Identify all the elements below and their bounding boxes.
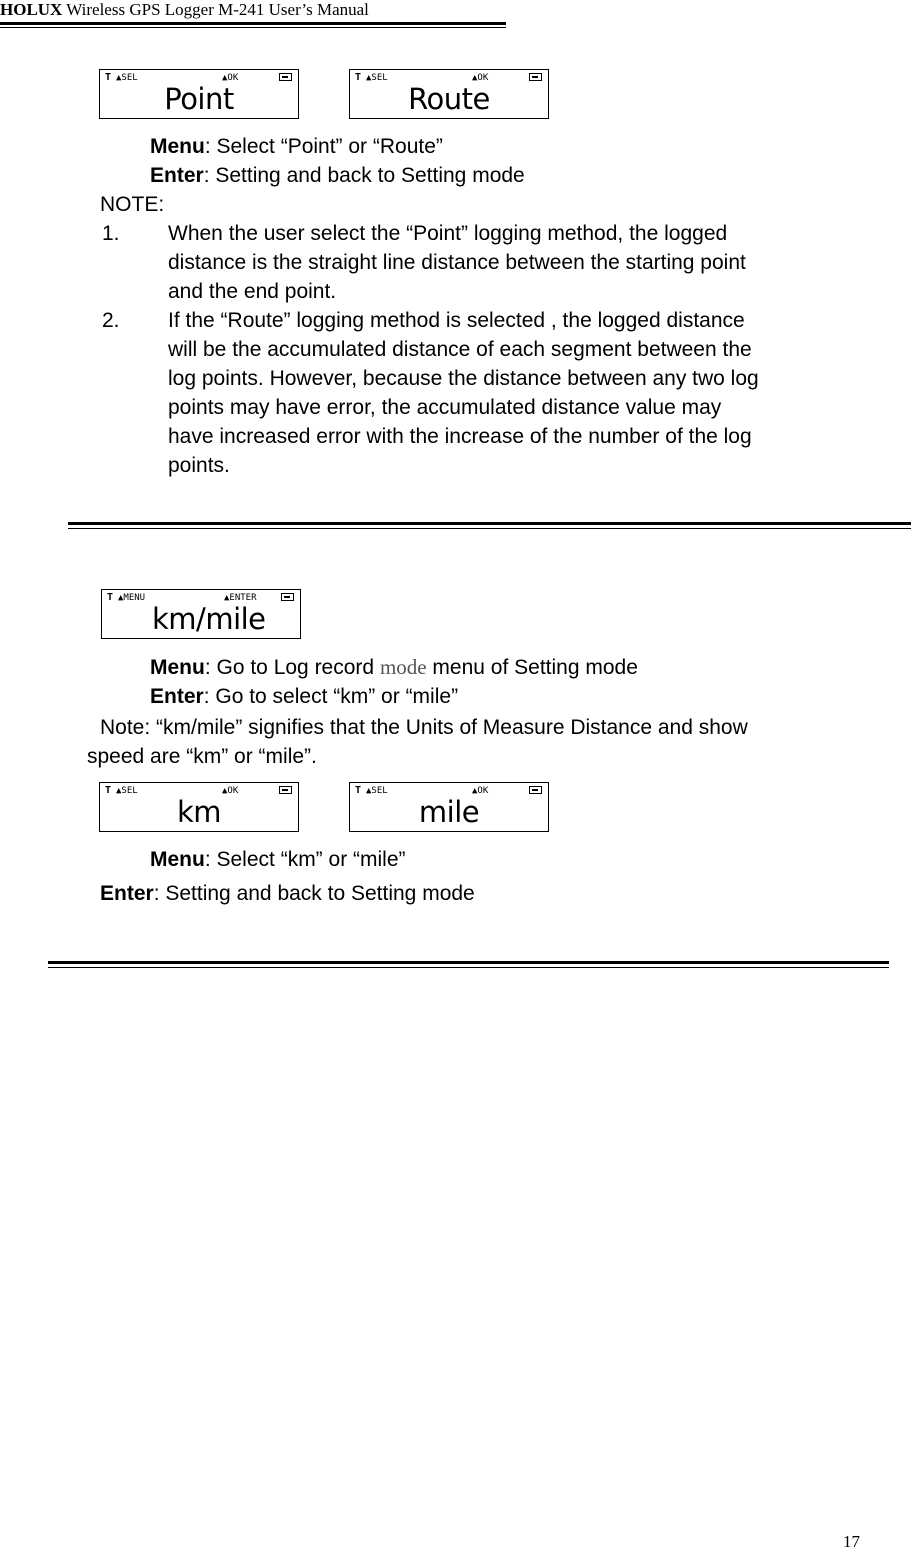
page-number: 17 <box>843 1532 860 1551</box>
battery-icon <box>529 73 542 81</box>
note-line: When the user select the “Point” logging method, the logged <box>168 222 728 245</box>
section-divider <box>68 522 911 525</box>
menu-instruction: Menu: Select “km” or “mile” <box>150 848 406 871</box>
note-line: have increased error with the increase of the number of the log <box>168 425 752 448</box>
menu-instruction: Menu: Go to Log record mode menu of Setting mode <box>150 655 638 679</box>
header-rule <box>0 22 506 25</box>
note-label: NOTE: <box>100 193 165 216</box>
antenna-icon: T <box>107 592 114 603</box>
section-divider <box>48 961 889 964</box>
note-line: If the “Route” logging method is selected , the logged distance <box>168 309 745 332</box>
lcd-right-key: ▲OK <box>222 786 239 796</box>
lcd-right-key: ▲OK <box>472 786 489 796</box>
note-line: will be the accumulated distance of each segment between the <box>168 338 752 361</box>
note-line: points may have error, the accumulated distance value may <box>168 396 722 419</box>
antenna-icon: T <box>355 72 362 83</box>
running-header <box>0 0 369 20</box>
lcd-screen-mile <box>349 782 549 832</box>
antenna-icon: T <box>355 785 362 796</box>
lcd-screen-km-mile <box>101 589 301 639</box>
battery-icon <box>279 786 292 794</box>
enter-instruction: Enter: Setting and back to Setting mode <box>100 882 475 905</box>
note-number: 1. <box>102 222 120 245</box>
note-line: and the end point. <box>168 280 337 303</box>
lcd-right-key: ▲OK <box>222 73 239 83</box>
header-rule-thin <box>0 27 506 28</box>
antenna-icon: T <box>105 785 112 796</box>
lcd-left-key: ▲SEL <box>366 73 388 83</box>
enter-instruction: Enter: Setting and back to Setting mode <box>150 164 525 187</box>
lcd-right-key: ▲OK <box>472 73 489 83</box>
lcd-left-key: ▲SEL <box>116 73 138 83</box>
note-line: points. <box>168 454 230 477</box>
section-divider-thin <box>68 528 911 529</box>
lcd-display-text: km <box>176 795 222 829</box>
menu-instruction: Menu: Select “Point” or “Route” <box>150 135 443 158</box>
battery-icon <box>279 73 292 81</box>
lcd-screen-km <box>99 782 299 832</box>
note-number: 2. <box>102 309 120 332</box>
lcd-left-key: ▲SEL <box>116 786 138 796</box>
lcd-right-key: ▲ENTER <box>224 593 257 603</box>
antenna-icon: T <box>105 72 112 83</box>
lcd-screen-route <box>349 69 549 119</box>
header-brand: HOLUX <box>0 0 63 19</box>
battery-icon <box>529 786 542 794</box>
header-title: Wireless GPS Logger M-241 User’s Manual <box>62 0 369 19</box>
lcd-screen-point <box>99 69 299 119</box>
battery-icon <box>281 593 294 601</box>
unit-note-line: speed are “km” or “mile”. <box>87 745 317 768</box>
lcd-left-key: ▲SEL <box>366 786 388 796</box>
lcd-display-text: Point <box>164 82 234 116</box>
lcd-left-key: ▲MENU <box>118 593 146 603</box>
lcd-display-text: mile <box>418 795 480 829</box>
lcd-display-text: Route <box>408 82 490 116</box>
enter-instruction: Enter: Go to select “km” or “mile” <box>150 685 459 708</box>
note-line: log points. However, because the distance between any two log <box>168 367 759 390</box>
section-divider-thin <box>48 967 889 968</box>
unit-note-line: Note: “km/mile” signifies that the Units of Measure Distance and show <box>100 716 748 739</box>
lcd-display-text: km/mile <box>152 602 266 636</box>
note-line: distance is the straight line distance between the starting point <box>168 251 746 274</box>
